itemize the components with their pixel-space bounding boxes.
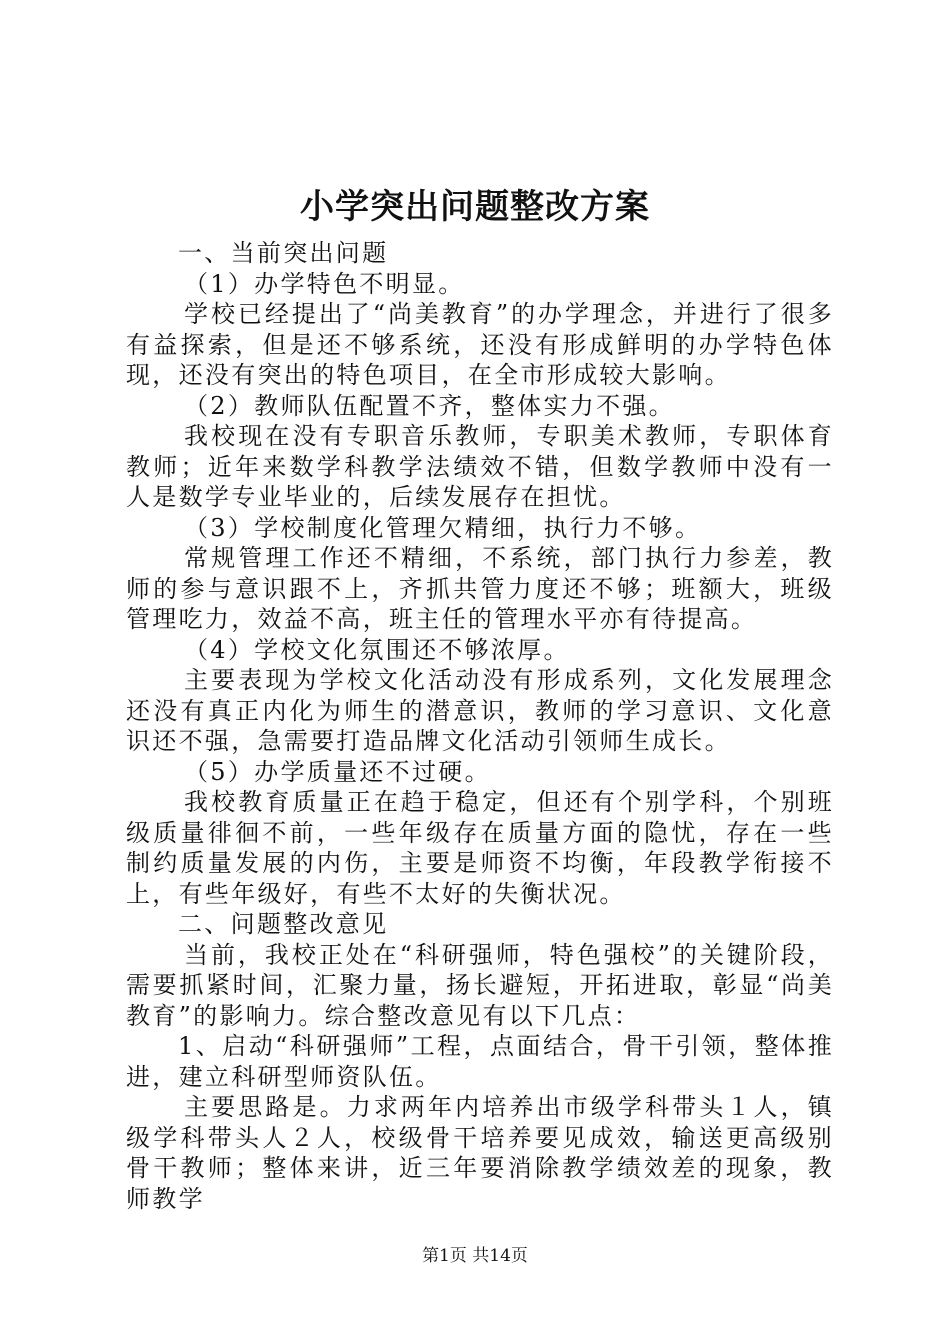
body-paragraph: 我校现在没有专职音乐教师，专职美术教师，专职体育教师；近年来数学科教学法绩效不错，但数学教师中没有一人是数学专业毕业的，后续发展存在担忧。: [126, 422, 834, 511]
body-paragraph: 主要表现为学校文化活动没有形成系列，文化发展理念还没有真正内化为师生的潜意识，教师的学习意识、文化意识还不强，急需要打造品牌文化活动引领师生成长。: [126, 666, 834, 755]
body-paragraph: 常规管理工作还不精细，不系统，部门执行力参差，教师的参与意识跟不上，齐抓共管力度还不够；班额大，班级管理吃力，效益不高，班主任的管理水平亦有待提高。: [126, 544, 834, 633]
body-paragraph: （5）办学质量还不过硬。: [184, 757, 491, 786]
body-paragraph: 1、启动“科研强师”工程，点面结合，骨干引领，整体推进，建立科研型师资队伍。: [126, 1032, 834, 1091]
body-paragraph: （1）办学特色不明显。: [184, 269, 465, 298]
body-paragraph: （3）学校制度化管理欠精细，执行力不够。: [184, 513, 702, 542]
document-body: [126, 238, 834, 1214]
page-footer: 第1页 共14页: [422, 1246, 528, 1266]
body-paragraph: 当前，我校正处在“科研强师，特色强校”的关键阶段，需要抓紧时间，汇聚力量，扬长避短，开拓进取，彰显“尚美教育”的影响力。综合整改意见有以下几点：: [126, 940, 834, 1030]
document-title: 小学突出问题整改方案: [300, 187, 650, 227]
body-paragraph: 学校已经提出了“尚美教育”的办学理念，并进行了很多有益探索，但是还不够系统，还没有形成鲜明的办学特色体现，还没有突出的特色项目，在全市形成较大影响。: [126, 300, 834, 389]
body-paragraph: 我校教育质量正在趋于稳定，但还有个别学科，个别班级质量徘徊不前，一些年级存在质量方面的隐忧，存在一些制约质量发展的内伤，主要是师资不均衡，年段教学衔接不上，有些年级好，有些不太好的失衡状况。: [126, 788, 834, 908]
body-paragraph: 一、当前突出问题: [178, 239, 389, 267]
body-paragraph: 二、问题整改意见: [178, 910, 389, 938]
body-paragraph: （4）学校文化氛围还不够浓厚。: [184, 635, 570, 664]
body-paragraph: （2）教师队伍配置不齐，整体实力不强。: [184, 391, 675, 420]
body-paragraph: 主要思路是。力求两年内培养出市级学科带头１人，镇级学科带头人２人，校级骨干培养要见成效，输送更高级别骨干教师；整体来讲，近三年要消除教学绩效差的现象，教师教学: [126, 1093, 834, 1213]
